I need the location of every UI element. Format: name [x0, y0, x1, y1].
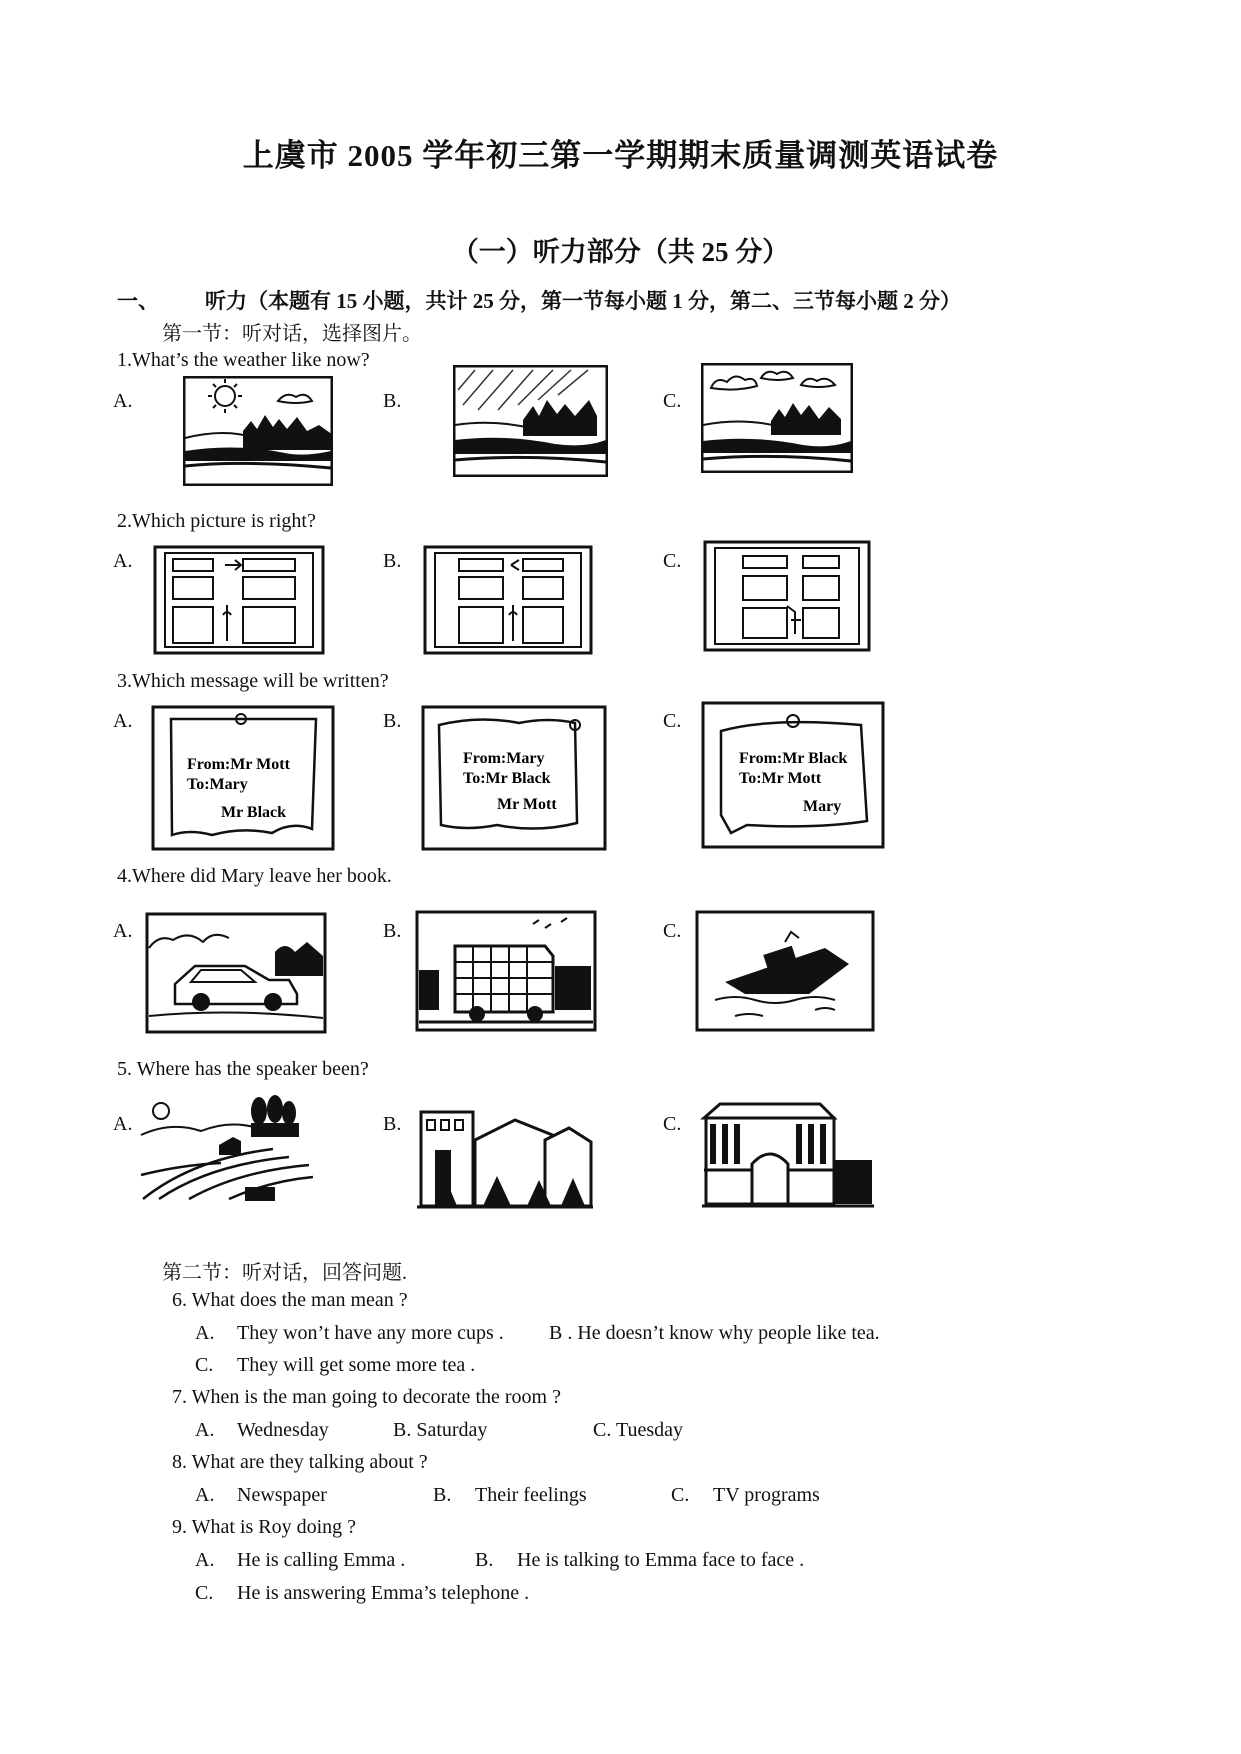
question-3: 3.Which message will be written?	[117, 670, 389, 692]
message-note-c-icon	[701, 701, 885, 849]
car-icon	[145, 912, 327, 1034]
q1-label-a: A.	[113, 390, 133, 412]
part1-instruction: 第一节：听对话，选择图片。	[162, 323, 422, 345]
message-note-b-icon	[421, 705, 607, 851]
q8-option-c: TV programs	[713, 1484, 820, 1506]
q3-label-a: A.	[113, 710, 133, 732]
q9-option-c-letter: C.	[195, 1582, 214, 1604]
countryside-icon	[139, 1095, 315, 1205]
message-note-a-icon	[151, 705, 335, 851]
board-diagram-a-icon	[153, 545, 325, 655]
note-c-to: To:Mr Mott	[739, 770, 822, 787]
q9-option-a: He is calling Emma .	[237, 1549, 406, 1571]
q3-label-b: B.	[383, 710, 402, 732]
page-title: 上虞市 2005 学年初三第一学期期末质量调测英语试卷	[242, 138, 999, 173]
q4-label-b: B.	[383, 920, 402, 942]
rainy-landscape-icon	[453, 365, 608, 477]
q5-label-c: C.	[663, 1113, 682, 1135]
q9-option-b: He is talking to Emma face to face .	[517, 1549, 805, 1571]
q4-label-c: C.	[663, 920, 682, 942]
q9-option-a-letter: A.	[195, 1549, 215, 1571]
q8-option-b: Their feelings	[475, 1484, 587, 1506]
question-4: 4.Where did Mary leave her book.	[117, 865, 392, 887]
q5-label-a: A.	[113, 1113, 133, 1135]
note-a-from: From:Mr Mott	[187, 756, 290, 773]
q7-option-b: B. Saturday	[393, 1419, 488, 1441]
city-icon	[415, 1100, 595, 1210]
q2-label-a: A.	[113, 550, 133, 572]
q8-option-b-letter: B.	[433, 1484, 452, 1506]
question-8: 8. What are they talking about ?	[172, 1451, 428, 1473]
q6-option-c-letter: C.	[195, 1354, 214, 1376]
note-b-signature: Mr Mott	[497, 796, 557, 813]
q6-option-b: B . He doesn’t know why people like tea.	[549, 1322, 880, 1344]
note-c-from: From:Mr Black	[739, 750, 848, 767]
question-1: 1.What’s the weather like now?	[117, 349, 370, 371]
question-5: 5. Where has the speaker been?	[117, 1058, 369, 1080]
question-6: 6. What does the man mean ?	[172, 1289, 408, 1311]
q4-label-a: A.	[113, 920, 133, 942]
part2-instruction: 第二节：听对话，回答问题.	[162, 1262, 407, 1284]
q1-label-c: C.	[663, 390, 682, 412]
section-number: 一、	[117, 289, 159, 313]
house-icon	[700, 1100, 876, 1210]
note-a-signature: Mr Black	[221, 804, 287, 821]
q8-option-a-letter: A.	[195, 1484, 215, 1506]
q3-label-c: C.	[663, 710, 682, 732]
q7-option-a-letter: A.	[195, 1419, 215, 1441]
section-heading: 听力（本题有 15 小题，共计 25 分，第一节每小题 1 分，第二、三节每小题 2 分）	[205, 289, 961, 313]
question-2: 2.Which picture is right?	[117, 510, 316, 532]
q6-option-c: They will get some more tea .	[237, 1354, 476, 1376]
q7-option-c: C. Tuesday	[593, 1419, 684, 1441]
sunny-landscape-icon	[183, 376, 333, 486]
note-b-from: From:Mary	[463, 750, 545, 767]
board-diagram-c-icon	[703, 540, 871, 652]
note-a-to: To:Mary	[187, 776, 248, 793]
q8-option-c-letter: C.	[671, 1484, 690, 1506]
question-7: 7. When is the man going to decorate the room ?	[172, 1386, 561, 1408]
q1-label-b: B.	[383, 390, 402, 412]
board-diagram-b-icon	[423, 545, 593, 655]
q8-option-a: Newspaper	[237, 1484, 327, 1506]
q6-option-a-letter: A.	[195, 1322, 215, 1344]
q2-label-c: C.	[663, 550, 682, 572]
ship-icon	[695, 910, 875, 1032]
q6-option-a: They won’t have any more cups .	[237, 1322, 504, 1344]
bus-icon	[415, 910, 597, 1032]
question-9: 9. What is Roy doing ?	[172, 1516, 357, 1538]
q7-option-a: Wednesday	[237, 1419, 329, 1441]
q9-option-c: He is answering Emma’s telephone .	[237, 1582, 530, 1604]
q2-label-b: B.	[383, 550, 402, 572]
q5-label-b: B.	[383, 1113, 402, 1135]
cloudy-landscape-icon	[701, 363, 853, 473]
q9-option-b-letter: B.	[475, 1549, 494, 1571]
note-b-to: To:Mr Black	[463, 770, 551, 787]
note-c-signature: Mary	[803, 798, 842, 815]
part-title: （一）听力部分（共 25 分）	[451, 237, 790, 267]
